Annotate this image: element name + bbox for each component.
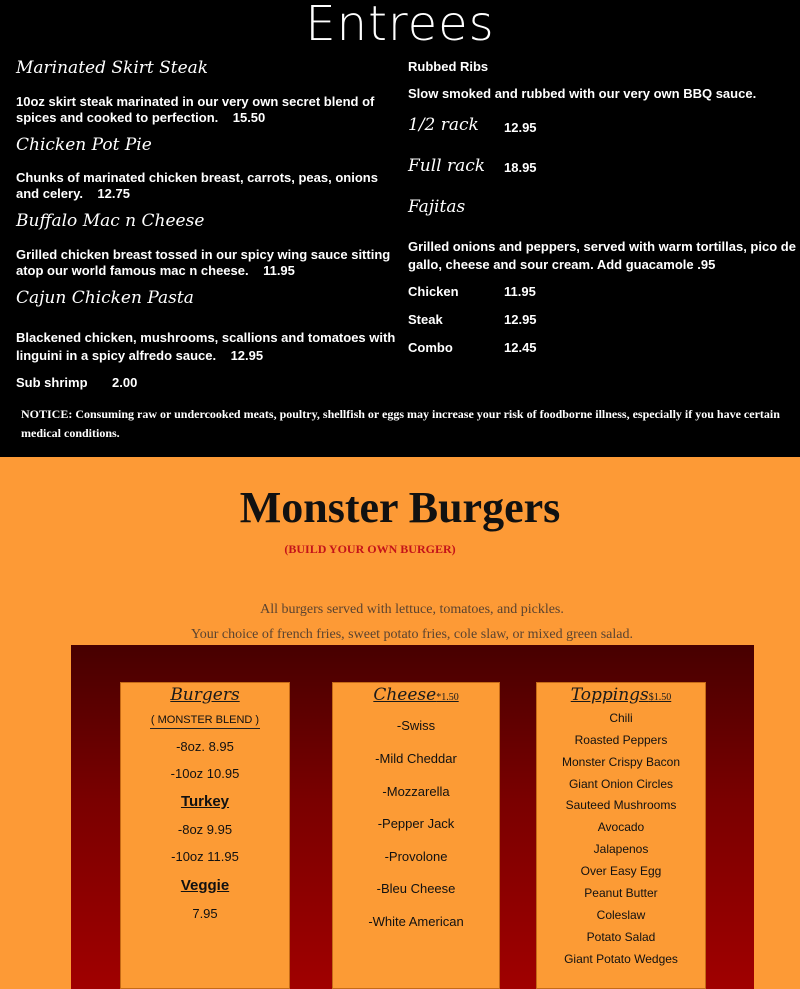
ribs-half-label: 1/2 rack bbox=[408, 115, 479, 135]
blend-price: -10oz 10.95 bbox=[170, 766, 240, 781]
cheese-option: -White American bbox=[368, 914, 464, 929]
item-name-fajitas: Fajitas bbox=[408, 197, 466, 217]
topping-option: Chili bbox=[609, 711, 633, 725]
toppings-price: $1.50 bbox=[648, 692, 672, 703]
entrees-title: Entrees bbox=[305, 0, 495, 52]
item-name-skirt-steak: Marinated Skirt Steak bbox=[16, 58, 209, 78]
cheese-option: -Bleu Cheese bbox=[376, 881, 456, 896]
sub-shrimp-price: 2.00 bbox=[112, 375, 138, 390]
turkey-heading: Turkey bbox=[180, 793, 230, 810]
topping-option: Giant Onion Circles bbox=[568, 777, 674, 791]
item-desc-buffalo-mac: Grilled chicken breast tossed in our spicy wing sauce sitting atop our world famous mac n cheese. 11.95 bbox=[16, 247, 391, 278]
burgers-column bbox=[120, 682, 290, 989]
cheese-option: -Mild Cheddar bbox=[375, 751, 457, 766]
monster-blend-label: ( MONSTER BLEND ) bbox=[121, 714, 289, 726]
toppings-column bbox=[536, 682, 706, 989]
entrees-section bbox=[0, 0, 800, 457]
turkey-price: -8oz 9.95 bbox=[177, 822, 233, 837]
item-price-pot-pie: 12.75 bbox=[97, 186, 130, 201]
cheese-price: *1.50 bbox=[436, 692, 459, 703]
burgers-column-title: Burgers bbox=[170, 685, 240, 705]
item-price-buffalo-mac: 11.95 bbox=[263, 263, 295, 278]
veggie-price: 7.95 bbox=[192, 906, 218, 921]
item-desc-skirt-steak: 10oz skirt steak marinated in our very own secret blend of spices and cooked to perfection. 15.50 bbox=[16, 94, 375, 125]
burgers-info-toppings: All burgers served with lettuce, tomatoes, and pickles. bbox=[260, 602, 564, 617]
burgers-subtitle: (BUILD YOUR OWN BURGER) bbox=[284, 542, 456, 556]
item-desc-fajitas: Grilled onions and peppers, served with warm tortillas, pico de gallo, cheese and sour cream. Add guacamole .95 bbox=[408, 239, 796, 272]
food-safety-notice: NOTICE: Consuming raw or undercooked meats, poultry, shellfish or eggs may increase your risk of foodborne illness, especially if you have certain medical conditions. bbox=[21, 407, 780, 440]
item-desc-cajun-pasta: Blackened chicken, mushrooms, scallions and tomatoes with linguini in a spicy alfredo sauce. 12.95 bbox=[16, 330, 396, 363]
cheese-option: -Mozzarella bbox=[382, 784, 450, 799]
item-name-buffalo-mac: Buffalo Mac n Cheese bbox=[16, 211, 205, 231]
cheese-option: -Swiss bbox=[396, 718, 436, 733]
build-burger-panel bbox=[71, 645, 754, 989]
cheese-option: -Provolone bbox=[384, 849, 448, 864]
cheese-option: -Pepper Jack bbox=[377, 816, 455, 831]
topping-option: Jalapenos bbox=[593, 842, 649, 856]
item-name-pot-pie: Chicken Pot Pie bbox=[16, 135, 152, 155]
cheese-column bbox=[332, 682, 500, 989]
topping-option: Avocado bbox=[597, 820, 645, 834]
veggie-heading: Veggie bbox=[180, 877, 230, 894]
fajita-option-label: Chicken bbox=[408, 284, 459, 299]
fajita-option-price: 12.95 bbox=[504, 312, 537, 327]
item-name-cajun-pasta: Cajun Chicken Pasta bbox=[16, 288, 194, 308]
topping-option: Peanut Butter bbox=[584, 886, 658, 900]
topping-option: Giant Potato Wedges bbox=[564, 952, 678, 966]
topping-option: Potato Salad bbox=[586, 930, 656, 944]
ribs-half-price: 12.95 bbox=[504, 120, 537, 135]
ribs-full-label: Full rack bbox=[408, 156, 486, 176]
topping-option: Coleslaw bbox=[596, 908, 646, 922]
toppings-column-title: Toppings$1.50 bbox=[570, 685, 672, 705]
topping-option: Over Easy Egg bbox=[580, 864, 662, 878]
item-price-cajun-pasta: 12.95 bbox=[230, 348, 264, 363]
topping-option: Sauteed Mushrooms bbox=[565, 798, 677, 812]
topping-option: Monster Crispy Bacon bbox=[561, 755, 681, 769]
burgers-section bbox=[0, 457, 800, 989]
item-name-rubbed-ribs: Rubbed Ribs bbox=[408, 59, 489, 74]
burgers-info-sides: Your choice of french fries, sweet potato fries, cole slaw, or mixed green salad. bbox=[190, 627, 634, 642]
blend-price: -8oz. 8.95 bbox=[176, 739, 234, 754]
item-desc-pot-pie: Chunks of marinated chicken breast, carrots, peas, onions and celery. 12.75 bbox=[16, 170, 378, 201]
cheese-column-title: Cheese*1.50 bbox=[373, 685, 459, 705]
burgers-title: Monster Burgers bbox=[239, 483, 561, 532]
topping-option: Roasted Peppers bbox=[574, 733, 668, 747]
fajita-option-label: Combo bbox=[408, 340, 453, 355]
fajita-option-price: 11.95 bbox=[504, 284, 536, 299]
item-desc-rubbed-ribs: Slow smoked and rubbed with our very own BBQ sauce. bbox=[408, 86, 757, 101]
item-price-skirt-steak: 15.50 bbox=[232, 110, 266, 125]
sub-shrimp-label: Sub shrimp bbox=[16, 375, 88, 390]
turkey-price: -10oz 11.95 bbox=[171, 849, 239, 864]
ribs-full-price: 18.95 bbox=[504, 160, 537, 175]
fajita-option-label: Steak bbox=[408, 312, 443, 327]
fajita-option-price: 12.45 bbox=[504, 340, 537, 355]
